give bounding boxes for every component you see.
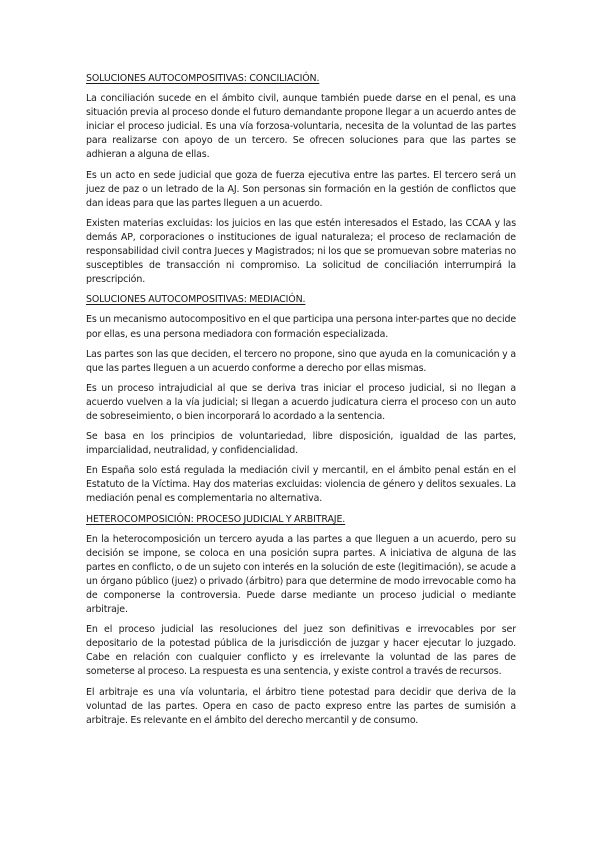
paragraph: El arbitraje es una vía voluntaria, el árbitro tiene potestad para decidir que deriva de la voluntad de las partes. Opera en caso de pacto expreso entre las partes de sumisión a arbitraje. Es relevante en el ámbito del derecho mercantil y de consumo. bbox=[86, 686, 516, 726]
section-conciliacion bbox=[86, 72, 516, 287]
paragraph: En el proceso judicial las resoluciones del juez son definitivas e irrevocables por ser depositario de la potestad pública de la jurisdicción de juzgar y hacer ejecutar lo juzgado. Cabe en relación con cualquier conflicto y es irrelevante la voluntad de las pares de someterse al proceso. La respuesta es una sentencia, y existe control a través de recursos. bbox=[86, 624, 516, 678]
paragraph: Es un acto en sede judicial que goza de fuerza ejecutiva entre las partes. El tercero será un juez de paz o un letrado de la AJ. Son personas sin formación en la gestión de conflictos que dan ideas para que las partes lleguen a un acuerdo. bbox=[86, 169, 516, 209]
section-heading: HETEROCOMPOSICIÓN: PROCESO JUDICIAL Y ARBITRAJE. bbox=[86, 513, 346, 525]
paragraph: La conciliación sucede en el ámbito civil, aunque también puede darse en el penal, es una situación previa al proceso donde el futuro demandante propone llegar a un acuerdo antes de iniciar el proceso judicial. Es una vía forzosa-voluntaria, necesita de la voluntad de las partes para realizarse con apoyo de un tercero. Se ofrecen soluciones para que las partes se adhieran a alguna de ellas. bbox=[86, 93, 516, 161]
paragraph: Se basa en los principios de voluntariedad, libre disposición, igualdad de las partes, imparcialidad, neutralidad, y confidencialidad. bbox=[86, 431, 516, 457]
paragraph: Es un mecanismo autocompositivo en el que participa una persona inter-partes que no decide por ellas, es una persona mediadora con formación especializada. bbox=[86, 314, 516, 340]
section-heading: SOLUCIONES AUTOCOMPOSITIVAS: MEDIACIÓN. bbox=[86, 294, 306, 306]
paragraph: En la heterocomposición un tercero ayuda a las partes a que lleguen a un acuerdo, pero su decisión se impone, se coloca en una posición supra partes. A iniciativa de alguna de las partes en conflicto, o de un sujeto con interés en la solución de este (legitimación), se acude a un órgano público (juez) o privado (árbitro) para que determine de modo irrevocable como ha de componerse la controversia. Puede darse mediante un proceso judicial o mediante arbitraje. bbox=[86, 533, 516, 616]
section-heterocomposicion bbox=[86, 513, 516, 728]
paragraph: Existen materias excluidas: los juicios en las que estén interesados el Estado, las CCAA y las demás AP, corporaciones o instituciones de igual naturaleza; el proceso de reclamación de responsabilidad civil contra Jueces y Magistrados; ni los que se promuevan sobre materias no susceptibles de transacción ni compromiso. La solicitud de conciliación interrumpirá la prescripción. bbox=[86, 217, 516, 286]
paragraph: Es un proceso intrajudicial al que se deriva tras iniciar el proceso judicial, si no llegan a acuerdo vuelven a la vía judicial; si llegan a acuerdo judicatura cierra el proceso con un auto de sobreseimiento, o bien incorporará lo acordado a la sentencia. bbox=[86, 382, 516, 422]
section-heading: SOLUCIONES AUTOCOMPOSITIVAS: CONCILIACIÓN. bbox=[86, 73, 320, 84]
section-mediacion bbox=[86, 293, 516, 506]
paragraph: En España solo está regulada la mediación civil y mercantil, en el ámbito penal están en el Estatuto de la Víctima. Hay dos materias excluidas: violencia de género y delitos sexuales. La mediación penal es complementaria no alternativa. bbox=[86, 465, 516, 505]
document-page bbox=[86, 72, 516, 734]
paragraph: Las partes son las que deciden, el tercero no propone, sino que ayuda en la comunicación y a que las partes lleguen a un acuerdo conforme a derecho por ellas mismas. bbox=[86, 348, 516, 374]
